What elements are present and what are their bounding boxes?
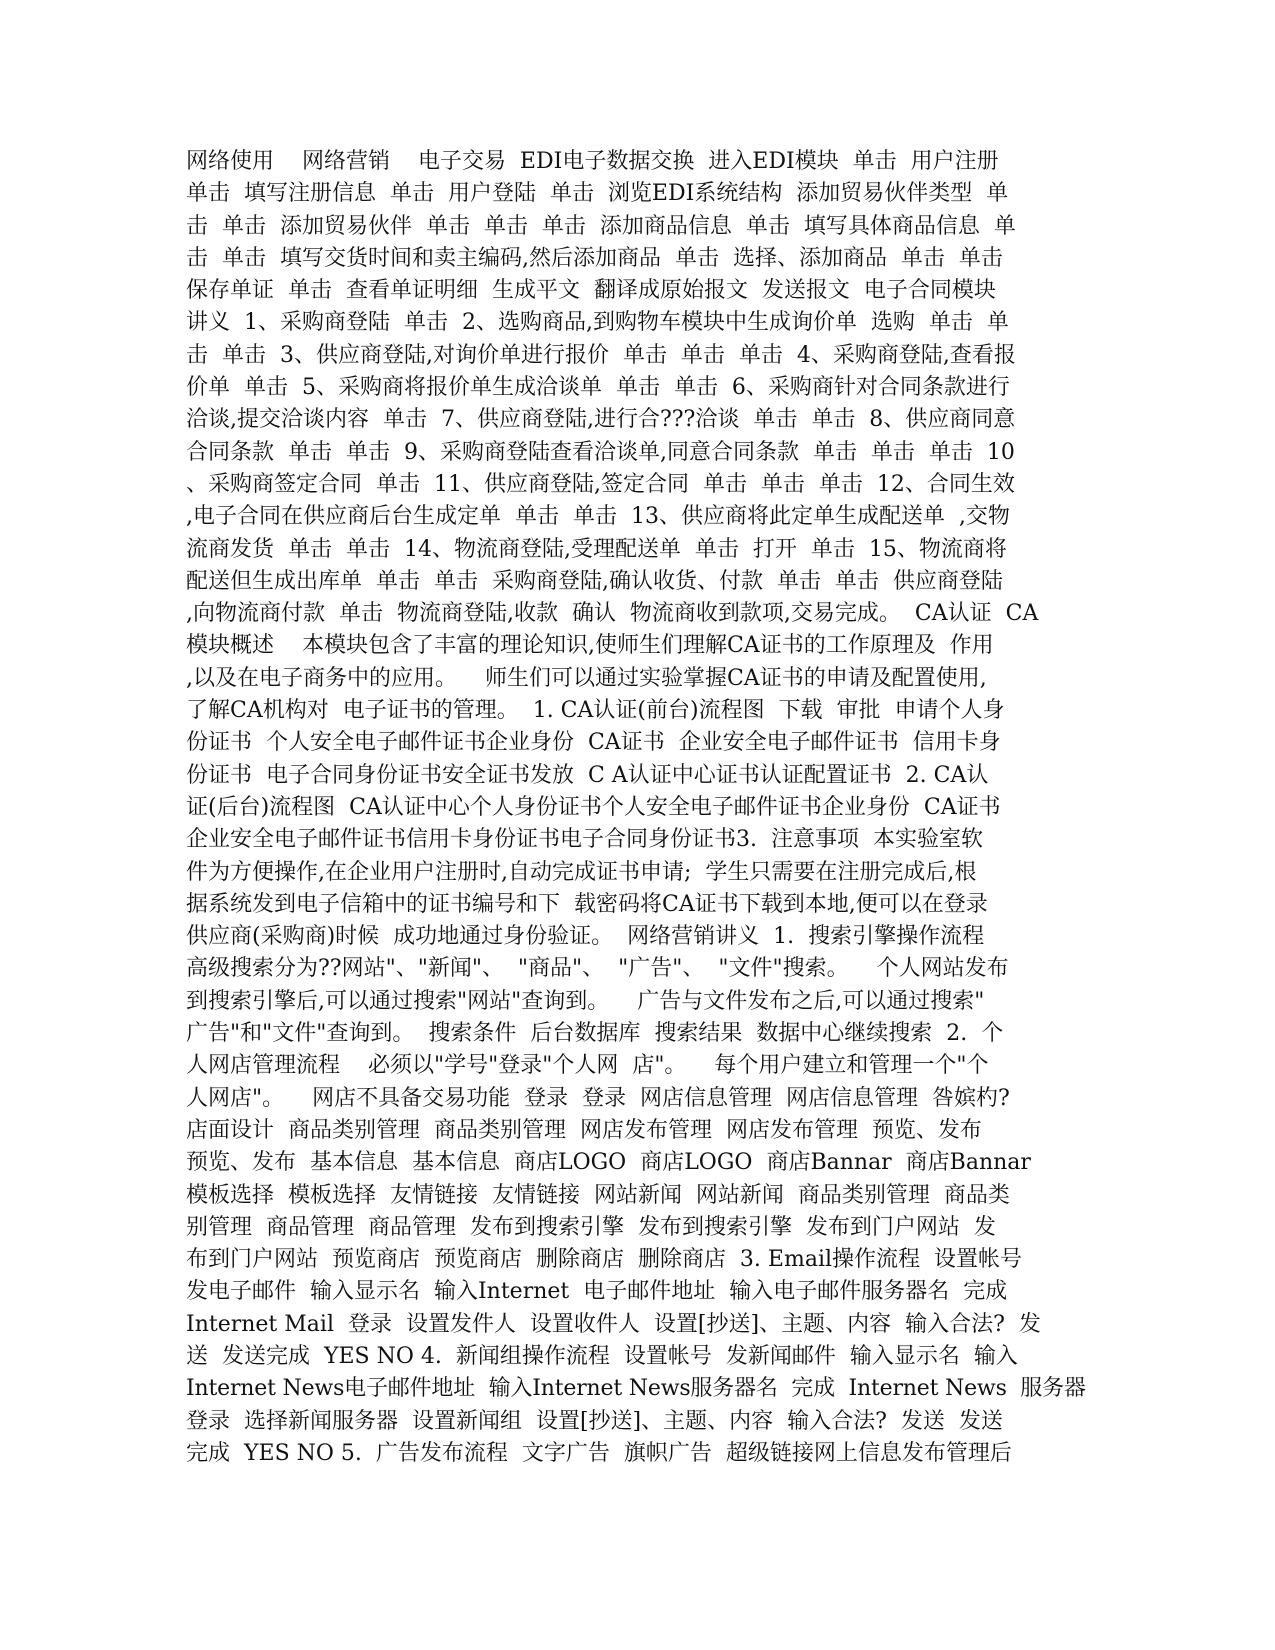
text-line: 网络使用 网络营销 电子交易 EDI电子数据交换 进入EDI模块 单击 用户注册 <box>186 149 999 174</box>
text-line: 高级搜索分为??网站"、"新闻"、 "商品"、 "广告"、 "文件"搜索。 个人网站发布 <box>186 956 1009 982</box>
text-line: 份证书 电子合同身份证书安全证书发放 C A认证中心证书认证配置证书 2. CA认 <box>186 762 989 788</box>
text-line: 供应商(采购商)时候 成功地通过身份验证。 网络营销讲义 1. 搜索引擎操作流程 <box>186 924 985 950</box>
text-line: ,以及在电子商务中的应用。 师生们可以通过实验掌握CA证书的申请及配置使用, <box>186 665 987 691</box>
text-line: 击 单击 3、供应商登陆,对询价单进行报价 单击 单击 单击 4、采购商登陆,查看报 <box>186 342 1016 368</box>
text-line: 流商发货 单击 单击 14、物流商登陆,受理配送单 单击 打开 单击 15、物流商将 <box>186 536 1007 562</box>
text-line: 送 发送完成 YES NO 4. 新闻组操作流程 设置帐号 发新闻邮件 输入显示名 输入 <box>186 1343 1018 1369</box>
text-line: 布到门户网站 预览商店 预览商店 删除商店 删除商店 3. Email操作流程 设置帐号 <box>186 1247 1023 1273</box>
text-line: 模板选择 模板选择 友情链接 友情链接 网站新闻 网站新闻 商品类别管理 商品类 <box>186 1182 1010 1208</box>
text-line: 广告"和"文件"查询到。 搜索条件 后台数据库 搜索结果 数据中心继续搜索 2. 个 <box>186 1021 1004 1047</box>
text-line: 配送但生成出库单 单击 单击 采购商登陆,确认收货、付款 单击 单击 供应商登陆 <box>186 568 1003 594</box>
text-line: 单击 填写注册信息 单击 用户登陆 单击 浏览EDI系统结构 添加贸易伙伴类型 单 <box>186 181 1009 207</box>
text-line: 完成 YES NO 5. 广告发布流程 文字广告 旗帜广告 超级链接网上信息发布管理后 <box>186 1440 1012 1466</box>
text-line: 企业安全电子邮件证书信用卡身份证书电子合同身份证书3. 注意事项 本实验室软 <box>186 827 983 853</box>
text-line: Internet Mail 登录 设置发件人 设置收件人 设置[抄送]、主题、内容 输入合法? 发 <box>186 1311 1041 1337</box>
text-line: 件为方便操作,在企业用户注册时,自动完成证书申请; 学生只需要在注册完成后,根 <box>186 859 977 885</box>
text-line: 份证书 个人安全电子邮件证书企业身份 CA证书 企业安全电子邮件证书 信用卡身 <box>186 730 1001 756</box>
text-line: 了解CA机构对 电子证书的管理。 1. CA认证(前台)流程图 下载 审批 申请个人身 <box>186 698 1005 724</box>
text-line: 人网店管理流程 必须以"学号"登录"个人网 店"。 每个用户建立和管理一个"个 <box>186 1053 989 1079</box>
text-line: 别管理 商品管理 商品管理 发布到搜索引擎 发布到搜索引擎 发布到门户网站 发 <box>186 1214 996 1240</box>
text-line: 击 单击 填写交货时间和卖主编码,然后添加商品 单击 选择、添加商品 单击 单击 <box>186 245 1003 271</box>
text-line: 发电子邮件 输入显示名 输入Internet 电子邮件地址 输入电子邮件服务器名 完成 <box>186 1279 1008 1305</box>
text-line: 讲义 1、采购商登陆 单击 2、选购商品,到购物车模块中生成询价单 选购 单击 单 <box>186 310 1009 336</box>
text-line: 合同条款 单击 单击 9、采购商登陆查看洽谈单,同意合同条款 单击 单击 单击 10 <box>186 439 1015 465</box>
text-line: 洽谈,提交洽谈内容 单击 7、供应商登陆,进行合???洽谈 单击 单击 8、供应商同意 <box>186 407 1016 433</box>
text-line: 店面设计 商品类别管理 商品类别管理 网店发布管理 网店发布管理 预览、发布 <box>186 1117 982 1143</box>
text-line: 保存单证 单击 查看单证明细 生成平文 翻译成原始报文 发送报文 电子合同模块 <box>186 278 996 304</box>
text-line: Internet News电子邮件地址 输入Internet News服务器名 完成 Internet News 服务器 <box>186 1376 1086 1402</box>
text-line: 模块概述 本模块包含了丰富的理论知识,使师生们理解CA证书的工作原理及 作用 <box>186 633 994 659</box>
text-line: 人网店"。 网店不具备交易功能 登录 登录 网店信息管理 网店信息管理 咎嫔杓? <box>186 1085 1010 1111</box>
text-line: 击 单击 添加贸易伙伴 单击 单击 单击 添加商品信息 单击 填写具体商品信息 单 <box>186 213 1016 239</box>
text-line: 预览、发布 基本信息 基本信息 商店LOGO 商店LOGO 商店Bannar 商店Bannar <box>186 1150 1031 1176</box>
text-line: 、采购商签定合同 单击 11、供应商登陆,签定合同 单击 单击 单击 12、合同生效 <box>186 471 1015 497</box>
text-line: 登录 选择新闻服务器 设置新闻组 设置[抄送]、主题、内容 输入合法? 发送 发送 <box>186 1408 1003 1434</box>
text-line: 价单 单击 5、采购商将报价单生成洽谈单 单击 单击 6、采购商针对合同条款进行 <box>186 375 1010 401</box>
text-line: 证(后台)流程图 CA认证中心个人身份证书个人安全电子邮件证书企业身份 CA证书 <box>186 794 1001 820</box>
text-line: ,电子合同在供应商后台生成定单 单击 单击 13、供应商将此定单生成配送单 ,交物 <box>186 504 1010 530</box>
text-line: 到搜索引擎后,可以通过搜索"网站"查询到。 广告与文件发布之后,可以通过搜索" <box>186 988 985 1014</box>
text-line: 据系统发到电子信箱中的证书编号和下 载密码将CA证书下载到本地,便可以在登录 <box>186 891 988 917</box>
body-text <box>186 146 1086 1470</box>
text-line: ,向物流商付款 单击 物流商登陆,收款 确认 物流商收到款项,交易完成。 CA认证 CA <box>186 601 1039 627</box>
